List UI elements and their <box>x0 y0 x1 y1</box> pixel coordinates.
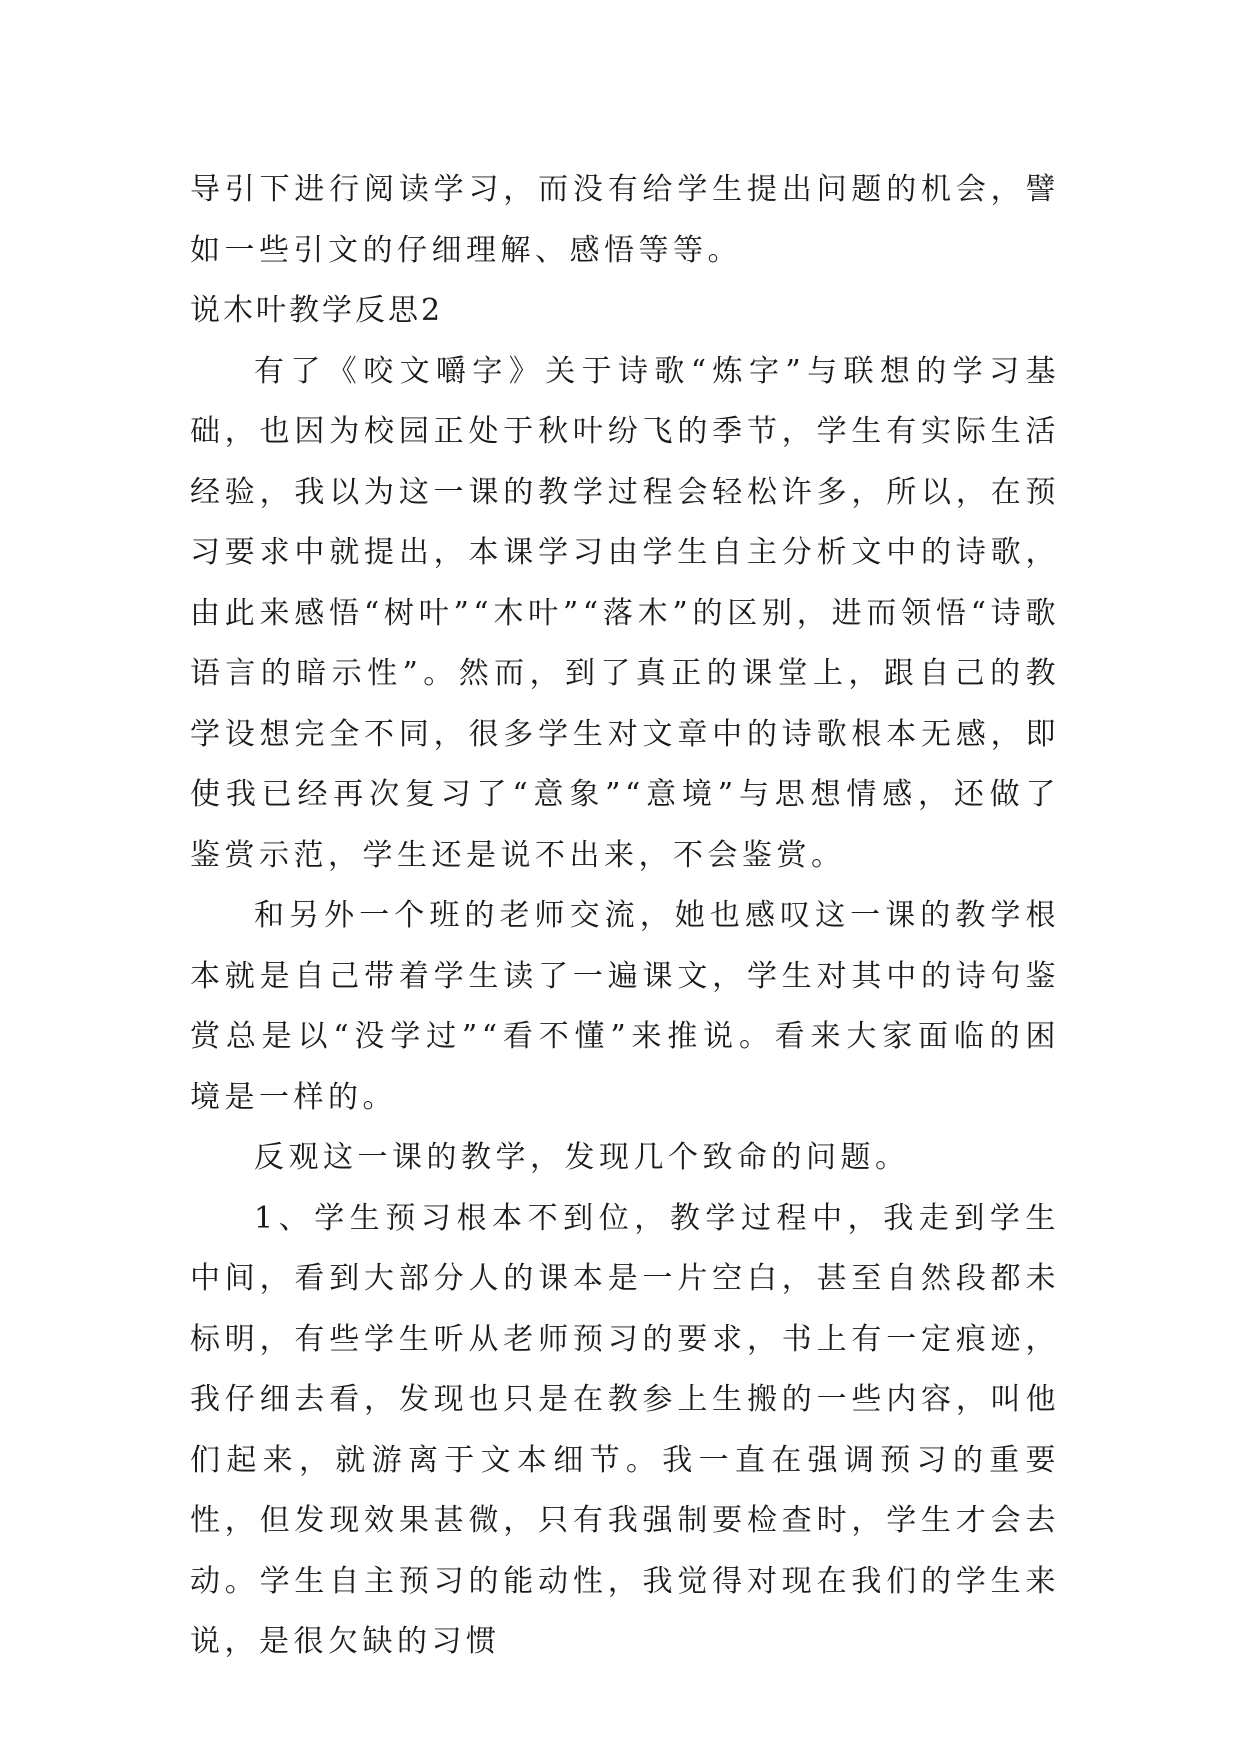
paragraph: 有了《咬文嚼字》关于诗歌“炼字”与联想的学习基础，也因为校园正处于秋叶纷飞的季节，学生有实际生活经验，我以为这一课的教学过程会轻松许多，所以，在预习要求中就提出，本课学习由学生自主分析文中的诗歌，由此来感悟“树叶”“木叶”“落木”的区别，进而领悟“诗歌语言的暗示性”。然而，到了真正的课堂上，跟自己的教学设想完全不同，很多学生对文章中的诗歌根本无感，即使我已经再次复习了“意象”“意境”与思想情感，还做了鉴赏示范，学生还是说不出来，不会鉴赏。 <box>190 353 1060 873</box>
paragraph: 1、学生预习根本不到位，教学过程中，我走到学生中间，看到大部分人的课本是一片空白，甚至自然段都未标明，有些学生听从老师预习的要求，书上有一定痕迹，我仔细去看，发现也只是在教参上生搬的一些内容，叫他们起来，就游离于文本细节。我一直在强调预习的重要性，但发现效果甚微，只有我强制要检查时，学生才会去动。学生自主预习的能动性，我觉得对现在我们的学生来说，是很欠缺的习惯 <box>190 1200 1060 1659</box>
paragraph: 和另外一个班的老师交流，她也感叹这一课的教学根本就是自己带着学生读了一遍课文，学生对其中的诗句鉴赏总是以“没学过”“看不懂”来推说。看来大家面临的困境是一样的。 <box>190 898 1060 1115</box>
paragraph: 反观这一课的教学，发现几个致命的问题。 <box>254 1140 910 1175</box>
paragraph-continuation: 导引下进行阅读学习，而没有给学生提出问题的机会，譬如一些引文的仔细理解、感悟等等。 <box>190 172 1060 268</box>
document-body <box>190 160 1060 1673</box>
section-heading: 说木叶教学反思2 <box>190 293 444 328</box>
